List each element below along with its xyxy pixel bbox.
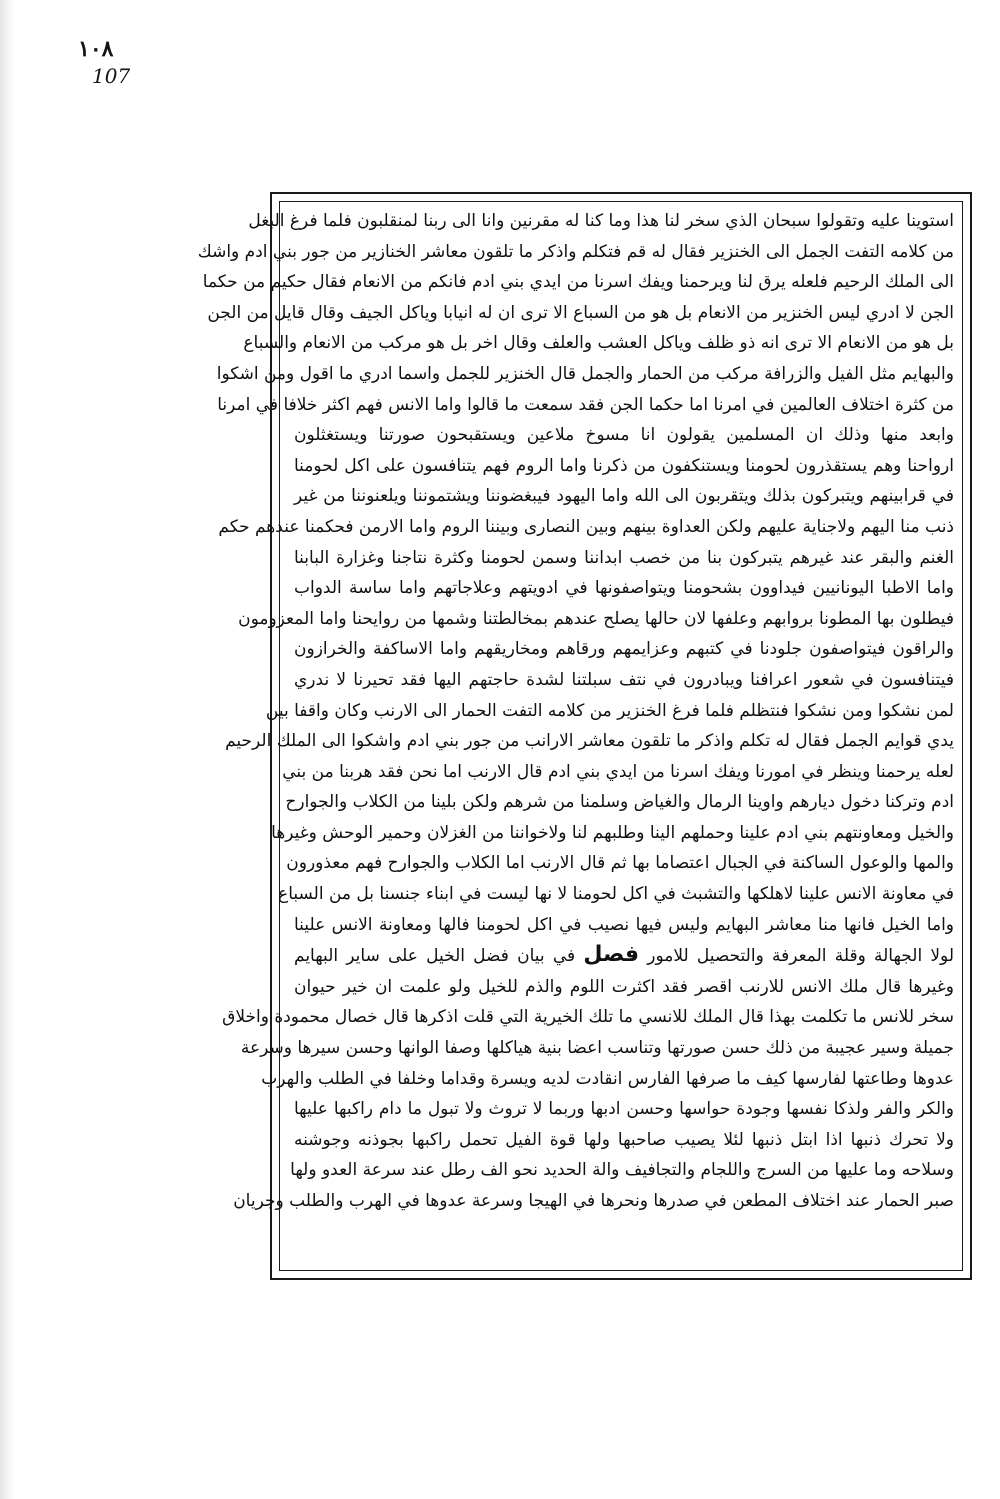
text-line: والكر والفر ولذكا نفسها وجودة حواسها وحسن ادبها وربما لا تروث ولا تبول ما دام راكبها عليها <box>294 1099 954 1120</box>
text-line: واما الخيل فانها منا معاشر البهايم وليس فيها نصيب في اكل لحومنا فالها ومعاونة الانس علينا <box>294 914 954 935</box>
text-line: لولا الجهالة وقلة المعرفة والتحصيل للامور فصل في بيان فضل الخيل على ساير البهايم <box>294 942 955 968</box>
text-line: الجن لا ادري ليس الخنزير من الانعام بل هو من السباع الا ترى ان له انيابا وياكل الجيف وقال قايل من الجن <box>207 302 954 323</box>
text-line: صبر الحمار عند اختلاف المطعن في صدرها ونحرها في الهيجا وسرعة عدوها في الهرب والطلب وجريان <box>233 1191 954 1211</box>
text-line: لعله يرحمنا وينظر في امورنا ويفك اسرنا من ايدي بني ادم قال الارنب اما نحن فقد هربنا من بني <box>282 761 954 782</box>
text-line: وابعد منها وذلك ان المسلمين يقولون انا مسوخ ملاعين ويستقبحون صورتنا ويستغثلون <box>294 425 954 446</box>
folio-number-latin: 107 <box>92 64 131 88</box>
text-line: فيطلون بها المطونا بروابهم وعلفها لان حالها يصلح عندهم بمخالطتنا وشمها من روايحنا واما المعزومون <box>238 608 954 629</box>
text-line: الى الملك الرحيم فلعله يرق لنا ويرحمنا ويفك اسرنا من ايدي بني ادم فانكم من الانعام فقال حكيم من حكما <box>202 272 954 293</box>
text-frame <box>197 192 972 1280</box>
text-line: في قرابينهم ويتبركون بذلك ويتقربون الى الله واما اليهود فيبغضوننا ويشتموننا ويلعنوننا من غير <box>294 486 954 507</box>
manuscript-text-block <box>197 206 955 1217</box>
page-edge-shadow <box>0 0 14 1499</box>
text-line: وغيرها قال ملك الانس للارنب اقصر فقد اكثرت اللوم والذم للخيل ولو علمت ان خير حيوان <box>294 976 954 997</box>
text-line: والخيل ومعاونتهم بني ادم علينا وحملهم الينا وطلبهم لنا ولاخواننا من الغزلان وحمير الوحش وغيرها <box>271 822 954 843</box>
text-line: بل هو من الانعام الا ترى انه ذو ظلف وياكل العشب والعلف وقال اخر بل هو مركب من الانعام والسباع <box>243 333 954 354</box>
text-line: فيتنافسون في شعور اعرافنا ويبادرون في نتف سبلتنا لشدة حاجتهم اليها فقد تحيرنا لا ندري <box>294 669 954 690</box>
text-line: والمها والوعول الساكنة في الجبال اعتصاما بها ثم قال الارنب اما الكلاب والجوارح فهم معذورون <box>286 853 954 874</box>
text-line: من كثرة اختلاف العالمين في امرنا اما حكما الجن فقد سمعت ما قالوا واما الانس فهم اكثر خلافا في امرنا <box>217 394 954 415</box>
folio-number-arabic: ١٠٨ <box>78 36 114 62</box>
text-line: والراقون فيتواصفون جلودنا في كتبهم وعزايمهم ورقاهم ومخاريقهم واما الاساكفة والخرازون <box>294 639 954 660</box>
text-line: والبهايم مثل الفيل والزرافة مركب من الحمار والجمل قال الخنزير للجمل واسما ادري ما اقول ومن اشكوا <box>216 363 954 384</box>
text-line: ذنب منا اليهم ولاجناية عليهم ولكن العداوة بينهم وبين النصارى وبيننا الروم واما الارمن فحكمنا عندهم حكم <box>218 516 954 537</box>
text-line: واما الاطبا اليونانيين فيداوون بشحومنا ويتواصفونها في ادويتهم وعلاجاتهم واما ساسة الدواب <box>294 578 954 599</box>
text-line: لمن نشكوا ومن نشكوا فنتظلم فلما فرغ الخنزير من كلامه التفت الحمار الى الارنب وكان واقفا بين <box>265 700 954 721</box>
text-line: الغنم والبقر عند غيرهم يتبركون بنا من خصب ابداننا وسمن لحومنا وكثرة نتاجنا وغزارة البابنا <box>294 547 954 568</box>
text-line: في معاونة الانس علينا لاهلكها والتشبث في اكل لحومنا لا نها ليست في ابناء جنسنا بل من السباع <box>278 884 954 905</box>
text-line: جميلة وسير عجيبة من ذلك حسن صورتها وتناسب اعضا بنية هياكلها وصفا الوانها وحسن سيرها وسرعة <box>240 1038 954 1059</box>
text-line: وسلاحه وما عليها من السرج واللجام والتجافيف والة الحديد نحو الف رطل عند سرعة العدو ولها <box>290 1160 954 1181</box>
text-line: ارواحنا وهم يستقذرون لحومنا ويستنكفون من ذكرنا واما الروم فهم يتنافسون على اكل لحومنا <box>294 455 954 476</box>
text-line: ولا تحرك ذنبها اذا ابتل ذنبها لئلا يصيب صاحبها ولها قوة الفيل تحمل راكبها بجوذنه وجوشنه <box>294 1129 954 1150</box>
text-line: من كلامه التفت الجمل الى الخنزير فقال له قم فتكلم واذكر ما تلقون معاشر الخنازير من جور بني ادم واشك <box>197 241 954 262</box>
section-rubric: فصل <box>583 942 640 968</box>
text-line: استوينا عليه وتقولوا سبحان الذي سخر لنا هذا وما كنا له مقرنين وانا الى ربنا لمنقلبون فلما فرغ البغل <box>248 211 954 231</box>
text-line: ادم وتركنا دخول ديارهم واوينا الرمال والغياض وسلمنا من شرهم ولكن بلينا من الكلاب والجوارح <box>285 792 954 813</box>
text-line: سخر للانس ما تكلمت بهذا قال الملك للانسي ما تلك الخيرية التي قلت اذكرها قال خصال محمودة واخلاق <box>222 1007 954 1028</box>
text-line: عدوها وطاعتها لفارسها كيف ما صرفها الفارس انقادت لديه ويسرة وقداما وخلفا في الطلب والهرب <box>261 1068 954 1089</box>
text-line: يدي قوايم الجمل فقال له تكلم واذكر ما تلقون معاشر الارانب من جور بني ادم واشكوا الى الملك الرحيم <box>225 731 954 752</box>
